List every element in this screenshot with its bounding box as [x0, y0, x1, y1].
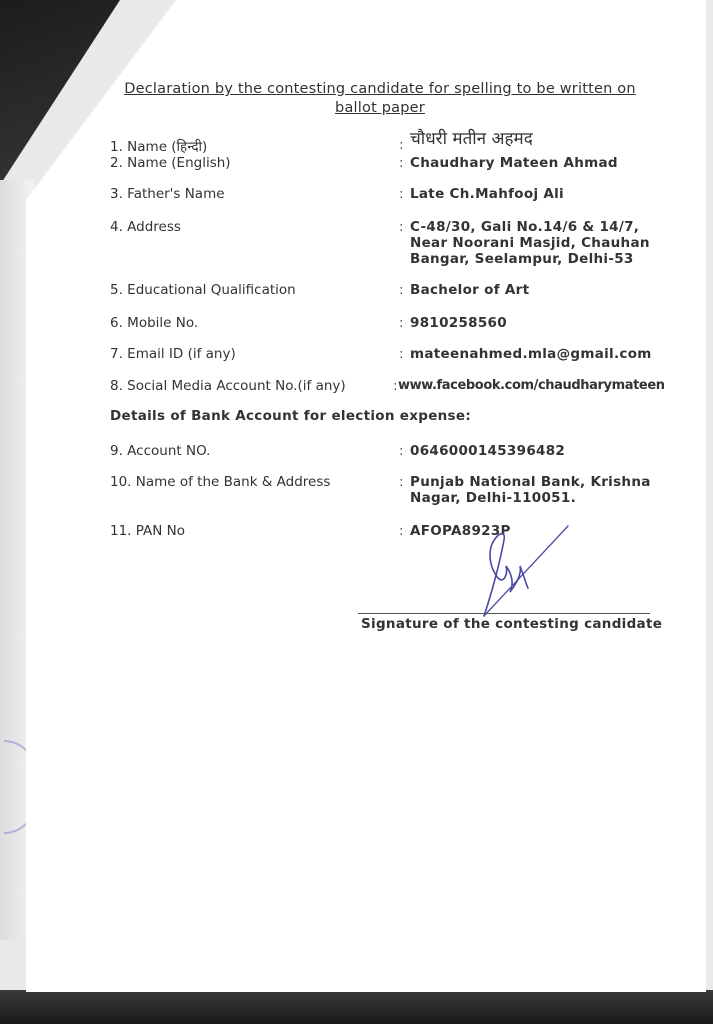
colon: :	[399, 346, 404, 362]
field-label: 1. Name (हिन्दी)	[110, 139, 208, 155]
field-value: 9810258560	[410, 315, 507, 331]
colon: :	[399, 155, 404, 171]
colon: :	[399, 186, 404, 202]
field-value: चौधरी मतीन अहमद	[410, 129, 533, 149]
field-label: 9. Account NO.	[110, 443, 211, 459]
field-value: Late Ch.Mahfooj Ali	[410, 186, 564, 202]
field-label: 4. Address	[110, 219, 181, 235]
colon: :	[399, 474, 404, 490]
colon: :	[399, 523, 404, 539]
colon: :	[393, 378, 398, 394]
colon: :	[399, 282, 404, 298]
colon: :	[399, 315, 404, 331]
field-value: 0646000145396482	[410, 443, 566, 459]
handwritten-signature	[470, 522, 580, 622]
field-value: www.facebook.com/chaudharymateen	[398, 378, 665, 393]
field-label: 10. Name of the Bank & Address	[110, 474, 331, 490]
field-value: Punjab National Bank, Krishna Nagar, Delhi-110051.	[410, 474, 651, 506]
field-value: Bachelor of Art	[410, 282, 530, 298]
field-value: AFOPA8923P	[410, 523, 511, 539]
field-label: 2. Name (English)	[110, 155, 231, 171]
field-label: 3. Father's Name	[110, 186, 225, 202]
field-value: C-48/30, Gali No.14/6 & 14/7, Near Noorani Masjid, Chauhan Bangar, Seelampur, Delhi-53	[410, 219, 650, 267]
document-title: Declaration by the contesting candidate for spelling to be written on ballot paper	[124, 81, 636, 116]
field-label: 11. PAN No	[110, 523, 186, 539]
colon: :	[399, 443, 404, 459]
colon: :	[399, 219, 404, 235]
field-label: 5. Educational Qualification	[110, 282, 296, 298]
field-value: mateenahmed.mla@gmail.com	[410, 346, 652, 362]
field-label: 8. Social Media Account No.(if any)	[110, 378, 346, 394]
background-bottom-edge	[0, 990, 713, 1024]
section-heading: Details of Bank Account for election expense:	[110, 408, 472, 424]
field-value: Chaudhary Mateen Ahmad	[410, 155, 618, 171]
field-label: 6. Mobile No.	[110, 315, 199, 331]
colon: :	[399, 137, 404, 153]
signature-label: Signature of the contesting candidate	[361, 616, 663, 632]
field-label: 7. Email ID (if any)	[110, 346, 236, 362]
signature-line	[358, 613, 650, 614]
